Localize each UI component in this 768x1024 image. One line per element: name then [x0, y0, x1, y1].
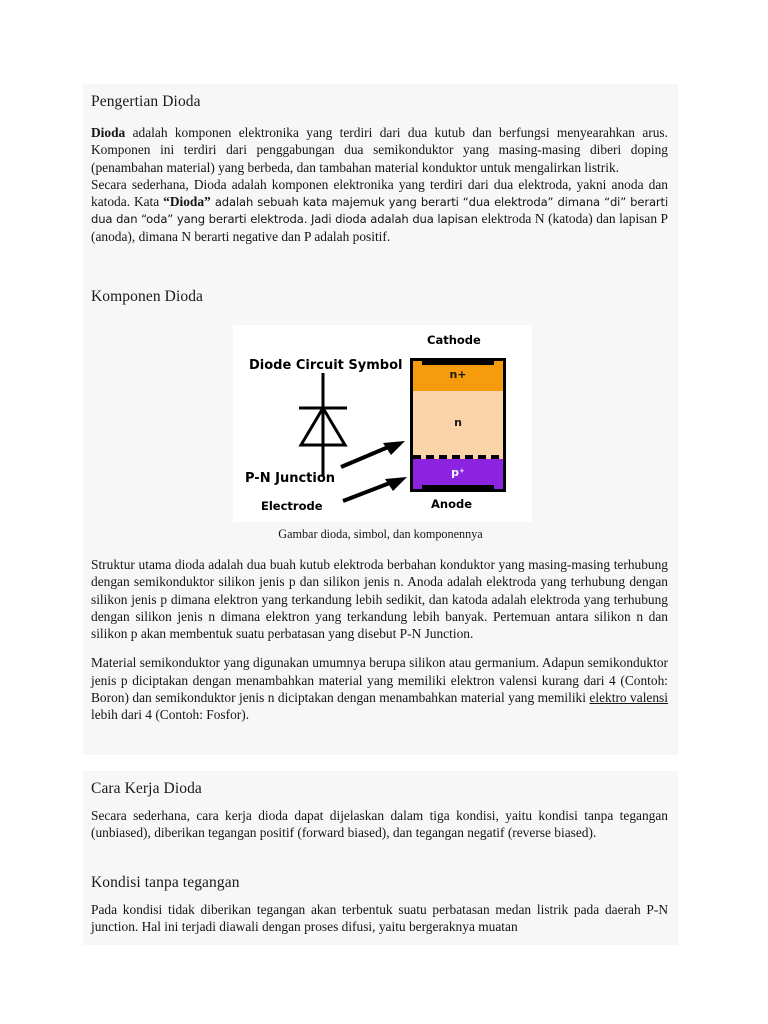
paragraph-etimologi — [83, 176, 678, 245]
section-pengertian-dioda — [83, 84, 678, 279]
cathode-label: Cathode — [427, 333, 481, 347]
n-plus-layer-label: n+ — [449, 368, 467, 381]
term-dioda: Dioda — [91, 125, 126, 140]
cathode-electrode-bar — [422, 358, 494, 365]
section-cara-kerja-dioda — [83, 771, 678, 865]
term-dioda-quoted: “Dioda” — [163, 194, 211, 210]
paragraph-material — [83, 642, 678, 723]
diode-semiconductor-stack — [410, 358, 506, 492]
heading-komponen-dioda: Komponen Dioda — [91, 288, 204, 305]
figure-caption: Gambar dioda, simbol, dan komponennya — [278, 527, 483, 541]
electrode-label: Electrode — [261, 499, 323, 513]
diode-diagram-figure — [233, 325, 532, 522]
paragraph-kondisi-tanpa-tegangan — [83, 892, 678, 936]
paragraph-struktur-text: Struktur utama dioda adalah dua buah kutub elektroda berbahan konduktor yang masing-masing terhubung dengan semikonduktor silikon jenis p dan silikon jenis n. Anoda adalah elektroda yang terhubung dengan silikon jenis p dimana elektron yang terkandung lebih sedikit, dan katoda adalah elektroda yang terhubung dengan silikon jenis n dimana elektron yang terkandung lebih banyak. Pertemuan antara silikon n dan silikon p akan membentuk suatu perbatasan yang disebut P-N Junction. — [91, 557, 668, 642]
p-plus-layer-label: p⁺ — [451, 466, 465, 479]
anode-electrode-bar — [422, 485, 494, 492]
paragraph-etimologi-part-1: Secara sederhana, Dioda adalah komponen elektronika yang terdiri dari dua elektroda, yakni anoda dan katoda. Kata — [91, 176, 668, 210]
n-layer — [413, 391, 503, 457]
paragraph-etimologi-part-2: adalah sebuah kata majemuk yang berarti “dua elektroda” dimana “di” berarti dua dan “oda” yang berarti elektroda. Jadi dioda adalah dua lapisan — [91, 195, 669, 227]
heading-cara-kerja-dioda: Cara Kerja Dioda — [91, 780, 202, 797]
paragraph-struktur — [83, 547, 678, 642]
n-layer-label: n — [454, 416, 462, 429]
section-kondisi-tanpa-tegangan — [83, 865, 678, 945]
paragraph-cara-kerja — [83, 798, 678, 842]
section-komponen-dioda-body — [83, 547, 678, 755]
paragraph-definisi-text: adalah komponen elektronika yang terdiri dari dua kutub dan berfungsi menyearahkan arus. Komponen ini terdiri dari penggabungan dua semikonduktor yang masing-masing diberi doping (penambahan material) yang berbeda, dan tambahan material konduktor untuk mengalirkan listrik. — [91, 125, 668, 175]
figure-title-label: Diode Circuit Symbol — [249, 358, 403, 373]
paragraph-kondisi-text: Pada kondisi tidak diberikan tegangan akan terbentuk suatu perbatasan medan listrik pada daerah P-N junction. Hal ini terjadi diawali dengan proses difusi, yaitu bergeraknya muatan — [91, 902, 668, 935]
pointer-arrows-icon — [339, 441, 411, 503]
anode-label: Anode — [431, 497, 473, 511]
paragraph-etimologi-part-3: elektroda N (katoda) dan lapisan P (anoda), dimana N berarti negative dan P adalah positif. — [91, 211, 668, 244]
n-plus-layer — [413, 361, 503, 391]
paragraph-material-part-1: Material semikonduktor yang digunakan umumnya berupa silikon atau germanium. Adapun semikonduktor jenis p diciptakan dengan menambahkan material yang memiliki elektron valensi kurang dari 4 (Contoh: Boron) dan semikonduktor jenis n diciptakan dengan menambahkan material yang memiliki — [91, 655, 668, 705]
pn-junction-label: P-N Junction — [245, 471, 336, 486]
page-title: Pengertian Dioda — [91, 93, 201, 110]
paragraph-material-part-2: lebih dari 4 (Contoh: Fosfor). — [91, 707, 250, 723]
section-komponen-dioda-heading — [83, 279, 678, 325]
heading-kondisi-tanpa-tegangan: Kondisi tanpa tegangan — [91, 874, 240, 891]
paragraph-cara-kerja-text: Secara sederhana, cara kerja dioda dapat dijelaskan dalam tiga kondisi, yaitu kondisi tanpa tegangan (unbiased), diberikan tegangan positif (forward biased), dan tegangan negatif (reverse biased). — [91, 808, 668, 841]
link-elektro-valensi[interactable]: elektro valensi — [589, 689, 668, 705]
paragraph-definisi — [83, 111, 678, 176]
